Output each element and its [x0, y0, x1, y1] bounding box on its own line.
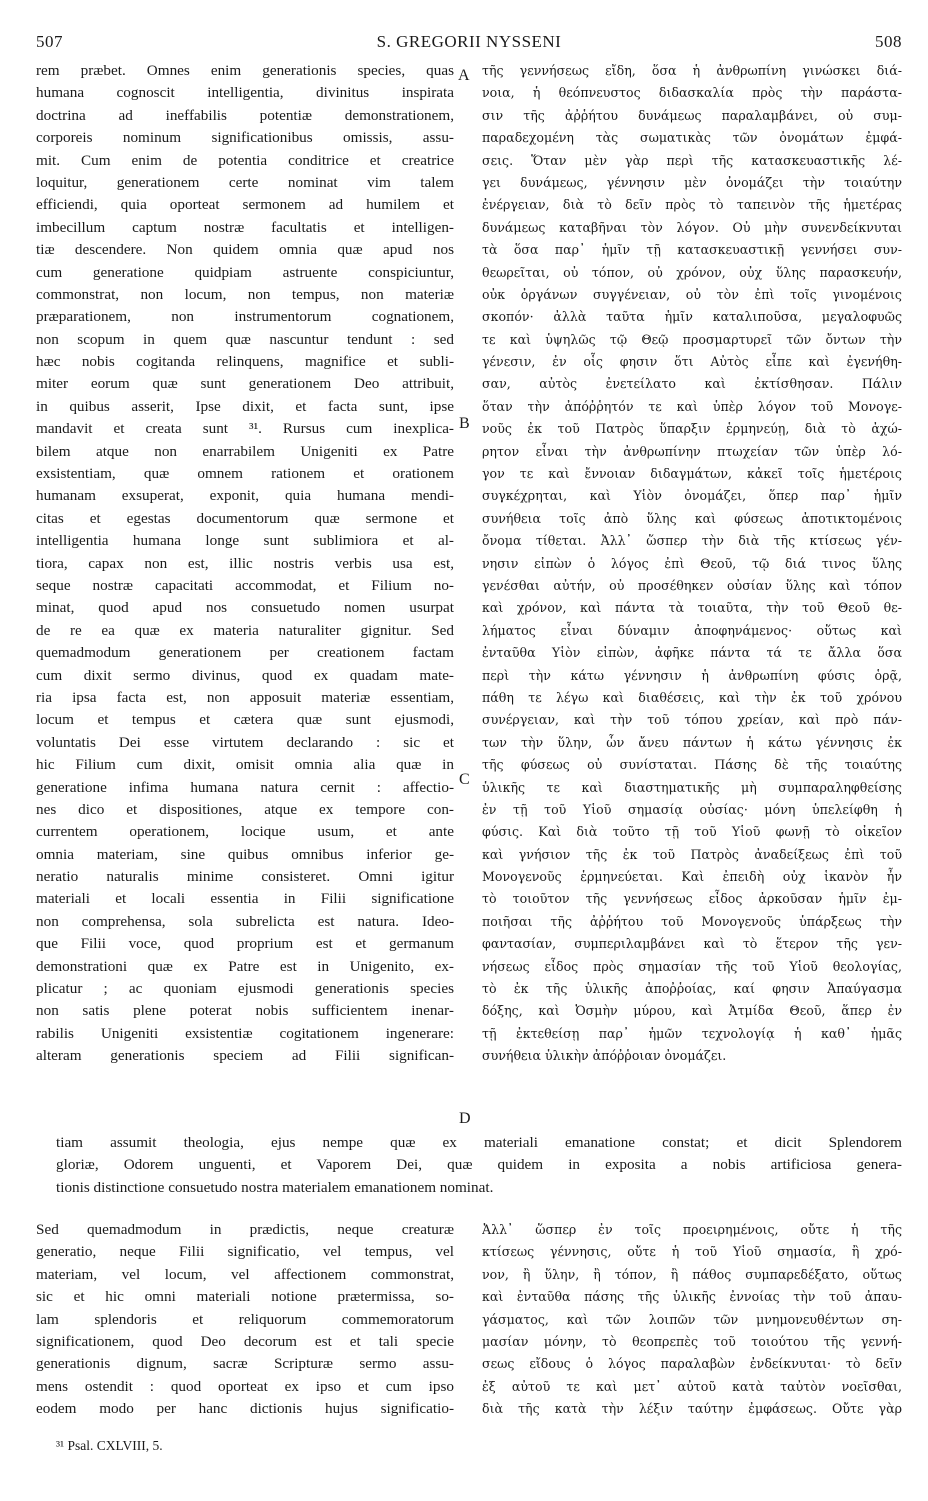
text-line: seque nostræ capacitati accommodat, et Filium no-	[36, 576, 454, 594]
text-line: hic Filium cum dixit, omisit omnia alia quæ in	[36, 756, 454, 774]
text-line: φύσις. Καὶ διὰ τοῦτο τῇ τοῦ Υἱοῦ φωνῇ τὸ οἰκεῖον	[482, 824, 902, 840]
text-line: νον, ἢ ὕλην, ἢ τόπον, ἢ πάθος συμπαρεδέξατο, οὕτως	[482, 1266, 902, 1282]
text-line: sic et hic omni materiali notione prætermissa, so-	[36, 1288, 454, 1306]
text-line: καὶ ἐνταῦθα πάσης τῆς ὑλικῆς ἐννοίας τὴν τοῦ ἀπαυ-	[482, 1289, 902, 1305]
page-number-right: 508	[875, 32, 902, 51]
text-line: neratio naturalis minime consisteret. Omni igitur	[36, 868, 454, 886]
text-line: ὅταν τὴν ἀπόῤῥητόν τε καὶ ὑπὲρ λόγον τοῦ Μονογε-	[482, 398, 902, 414]
text-line: intelligentia humana longe sunt sublimiora et al-	[36, 532, 454, 550]
text-line: eodem modo per hanc dictionis hujus significatio-	[36, 1400, 454, 1418]
text-line: σιν τῆς ἀῤῥήτου δυνάμεως παραλαμβάνει, οὐ συμ-	[482, 107, 902, 123]
text-line: θεωρεῖται, οὐ τόπον, οὐ χρόνον, οὐχ ὕλης παρασκευήν,	[482, 264, 902, 280]
text-line: δόξης, καὶ Ὀσμὴν μύρου, καὶ Ἀτμίδα Θεοῦ, ἅπερ ἐν	[482, 1003, 902, 1019]
text-line: παραδεχομένη τὰς σωματικὰς τῶν ὀνομάτων ἐμφά-	[482, 130, 902, 146]
text-line: δυνάμεως καταβῆναι τὸν λόγον. Οὐ μὴν συνενδείκνυται	[482, 219, 902, 235]
text-line: de re ea quæ ex materia naturaliter gignitur. Sed	[36, 621, 454, 639]
text-line: νοια, ἡ θεόπνευστος διδασκαλία πρὸς τὴν παράστα-	[482, 85, 902, 101]
text-line: locum et tempus et cætera quæ sunt ejusmodi,	[36, 711, 454, 729]
text-line: ρητον εἶναι τὴν ἀνθρωπίνην πτωχείαν τῶν ὑπὲρ λό-	[482, 443, 902, 459]
text-line: ἐνταῦθα Υἱὸν εἰπὼν, ἀφῆκε πάντα τά τε ἄλλα ὅσα	[482, 645, 902, 661]
text-line: loquitur, generationem certe nominat vim talem	[36, 173, 454, 191]
text-line: generationis dignum, sacræ Scripturæ sermo assu-	[36, 1355, 454, 1373]
text-line: mit. Cum enim de potentia conditrice et creatrice	[36, 151, 454, 169]
text-line: doctrina ad ineffabilis potentiæ demonstrationem,	[36, 106, 454, 124]
text-line: τῆς γεννήσεως εἴδη, ὅσα ἡ ἀνθρωπίνη γινώσκει διά-	[482, 63, 902, 78]
text-line: præparationem, non instrumentorum cognationem,	[36, 308, 454, 326]
text-line: γενέσθαι αὐτήν, οὐ προσέθηκεν οὐσίαν ὕλης καὶ τόπον	[482, 577, 902, 593]
text-line: mens ostendit : quod oporteat ex ipso et cum ipso	[36, 1377, 454, 1395]
text-line: ποιῆσαι τῆς ἀῤῥήτου τοῦ Μονογενοῦς ὑπάρξεως τὴν	[482, 913, 902, 929]
text-line: mandavit et creata sunt ³¹. Rursus cum inexplica-	[36, 420, 454, 438]
greek-column-second-paragraph	[482, 1219, 902, 1421]
text-line: cum dixit sermo divinus, quod ex quadam mate-	[36, 666, 454, 684]
text-line: ὄνομα τίθεται. Ἀλλ᾽ ὥσπερ τὴν διὰ τῆς κτίσεως γέν-	[482, 533, 902, 549]
text-line: plicatur ; ac quoniam ejusmodi generationis species	[36, 980, 454, 998]
text-line: currentem operationem, locique usum, et ante	[36, 823, 454, 841]
text-line: διὰ τῆς κατὰ τὴν λέξιν ταύτην ἐμφάσεως. Οὔτε γὰρ	[482, 1401, 902, 1417]
running-title: S. GREGORII NYSSENI	[376, 32, 562, 51]
text-line: πάθη τε λέγω καὶ διαθέσεις, καὶ τὴν ἐκ τοῦ χρόνου	[482, 689, 902, 705]
text-line: συνήθεια ὑλικὴν ἀπόῤῥοιαν ὀνομάζει.	[482, 1048, 727, 1064]
text-line: non satis plene poterat nobis sufficientem inenar-	[36, 1002, 454, 1020]
text-line: ἐν τῇ τοῦ Υἱοῦ σημασίᾳ οὐσίας· μόνη ὑπελείφθη ἡ	[482, 801, 902, 817]
text-line: γάσματος, καὶ τῶν λοιπῶν τῶν μνημονευθέντων ση-	[482, 1311, 902, 1327]
margin-marker-b: B	[459, 415, 470, 432]
text-line: generatione infima humana natura cernit : affectio-	[36, 778, 454, 796]
text-line: demonstrationi quæ ex Patre est in Unigenito, ex-	[36, 957, 454, 975]
latin-column-second-paragraph	[36, 1219, 454, 1421]
text-line: συνήθεια τοῖς ἀπὸ ὕλης καὶ φύσεως ἀποτικτομένοις	[482, 510, 902, 526]
text-line: λήματος εἶναι δύναμιν ἀποφηνάμενος· οὕτως καὶ	[482, 622, 902, 638]
text-line: οὐκ ὀργάνων συγγένειαν, οὐ τὸν ἐπὶ τοῖς γινομένοις	[482, 286, 902, 302]
text-line: corporeis nominum significationibus omissis, assu-	[36, 129, 454, 147]
text-line: non comprehensa, sola subrelicta est natura. Ideo-	[36, 912, 454, 930]
text-line: non scopum in quem quæ nascuntur tendunt : sed	[36, 330, 454, 348]
text-line: humana cognoscit intelligentia, divinitus inspirata	[36, 84, 454, 102]
text-line: imbecillum captum nostræ facultatis et intelligen-	[36, 218, 454, 236]
text-line: tionis distinctione consuetudo nostra materialem emanationem nominat.	[56, 1178, 494, 1196]
text-line: commonstrat, non locum, non tempus, non materiæ	[36, 285, 454, 303]
text-line: que Filii voce, quod proprium est et germanum	[36, 935, 454, 953]
text-line: νησιν εἰπὼν ὁ λόγος ἐπὶ Θεοῦ, τῷ διά τινος ὕλης	[482, 555, 902, 571]
text-line: efficiendi, quia oporteat sermonem ad humilem et	[36, 196, 454, 214]
text-line: citas et egestas documentorum quæ sermone et	[36, 509, 454, 527]
text-line: Sed quemadmodum in prædictis, neque creaturæ	[36, 1221, 454, 1238]
text-line: γον τε καὶ ἔννοιαν διδαγμάτων, κἀκεῖ τοῖς ἡμετέροις	[482, 466, 902, 482]
text-line: καὶ γνήσιον τῆς ἐκ τοῦ Πατρὸς ἀναδείξεως ἐπὶ τοῦ	[482, 846, 902, 862]
text-line: bilem atque non enarrabilem Unigeniti ex Patre	[36, 442, 454, 460]
latin-column	[36, 60, 454, 1068]
text-line: lam splendoris et reliquorum commemoratorum	[36, 1310, 454, 1328]
text-line: σεις. Ὅταν μὲν γὰρ περὶ τῆς κατασκευαστικῆς λέ-	[482, 152, 902, 168]
text-line: ἐνέργειαν, διὰ τὸ δεῖν πρὸς τὸ ταπεινὸν τῆς ἡμετέρας	[482, 197, 902, 213]
text-line: nes dico et dispositiones, atque ex tempore con-	[36, 800, 454, 818]
text-line: significationem, quod Deo decorum est et tali specie	[36, 1332, 454, 1350]
text-line: μασίαν μόνην, τὸ θεοπρεπὲς τοῦ τοιούτου τῆς γεννή-	[482, 1333, 902, 1349]
text-line: σαν, αὐτὸς ἐνετείλατο καὶ ἐκτίσθησαν. Πάλιν	[482, 376, 902, 392]
greek-column	[482, 60, 902, 1068]
text-line: τὰ ὅσα παρ᾽ ἡμῖν τῇ κατασκευαστικῇ γεννήσει συν-	[482, 242, 902, 258]
text-line: τὸ τοιοῦτον τῆς γεννήσεως εἶδος ἀρκοῦσαν ἡμῖν ἐμ-	[482, 891, 902, 907]
text-line: in quibus asserit, Ipse dixit, et facta sunt, ipse	[36, 397, 454, 415]
text-line: γένεσιν, ἐν οἷς φησιν ὅτι Αὐτὸς εἶπε καὶ ἐγενήθη-	[482, 354, 902, 370]
text-line: Ἀλλ᾽ ὥσπερ ἐν τοῖς προειρημένοις, οὔτε ἡ τῆς	[482, 1222, 902, 1237]
text-line: καὶ χρόνον, καὶ πάντα τὰ τοιαῦτα, τὴν τοῦ Θεοῦ θε-	[482, 600, 902, 616]
text-line: περὶ τὴν κάτω γέννησιν ἡ ἀνθρωπίνη φύσις ὁρᾷ,	[482, 667, 902, 683]
text-line: συνέργειαν, καὶ τὴν τοῦ τόπου χρείαν, καὶ πρὸ πάν-	[482, 712, 902, 728]
text-line: generatio, neque Filii significatio, vel tempus, vel	[36, 1243, 454, 1261]
text-line: σκοπόν· ἀλλὰ ταῦτα ἡμῖν καταλιποῦσα, μεγαλοφυῶς	[482, 309, 902, 325]
text-line: ἐξ αὐτοῦ τε καὶ μετ᾽ αὐτοῦ κατὰ ταὐτὸν νοεῖσθαι,	[482, 1378, 902, 1394]
margin-marker-c: C	[459, 771, 470, 788]
text-line: exsistentiam, quæ omnem rationem et orationem	[36, 465, 454, 483]
text-line: minat, quod apud nos consuetudo nomen usurpat	[36, 599, 454, 617]
text-line: tiæ descendere. Non quidem omnia quæ apud nos	[36, 241, 454, 259]
text-line: κτίσεως γέννησις, οὔτε ἡ τοῦ Υἱοῦ σημασία, ἢ χρό-	[482, 1244, 902, 1260]
text-line: humanam exsuperat, exponit, quia humana mendi-	[36, 487, 454, 505]
text-line: σεως εἴδους ὁ λόγος παραλαβὼν ἐνδείκνυται· τὸ δεῖν	[482, 1356, 902, 1372]
text-line: miter eorum quæ sunt generationem Deo attribuit,	[36, 375, 454, 393]
text-line: quemadmodum generationem per creationem factam	[36, 644, 454, 662]
text-line: hæc nobis cogitanda relinquens, magnifice et subli-	[36, 353, 454, 371]
text-line: materiali et locali essentia in Filii significatione	[36, 890, 454, 908]
text-line: νήσεως εἶδος πρὸς σημασίαν τῆς τοῦ Υἱοῦ θεολογίας,	[482, 958, 902, 974]
text-line: materiam, vel locum, vel affectionem commonstrat,	[36, 1265, 454, 1283]
footnote: ³¹ Psal. CXLVIII, 5.	[56, 1438, 163, 1453]
text-line: tiam assumit theologia, ejus nempe quæ ex materiali emanatione constat; et dicit Splendorem	[56, 1134, 902, 1151]
text-line: τῇ ἐκτεθείσῃ παρ᾽ ἡμῶν τεχνολογίᾳ ἡ καθ᾽ ἡμᾶς	[482, 1025, 902, 1041]
text-line: τὸ ἐκ τῆς ὑλικῆς ἀποῤῥοίας, καί φησιν Ἀπαύγασμα	[482, 981, 902, 997]
running-header	[36, 32, 902, 56]
page-number-left: 507	[36, 32, 63, 51]
text-line: Μονογενοῦς ἑρμηνεύεται. Καὶ ἐπειδὴ οὐχ ἱκανὸν ἦν	[482, 869, 902, 885]
text-line: voluntatis Dei esse virtutem declarando : sic et	[36, 733, 454, 751]
text-line: cum generatione quidpiam astruente conspiciuntur,	[36, 263, 454, 281]
text-line: omnia materiam, sine quibus omnibus inferior ge-	[36, 845, 454, 863]
text-line: νοῦς ἐκ τοῦ Πατρὸς ὕπαρξιν ἑρμηνεύῃ, διὰ τὸ ἀχώ-	[482, 421, 902, 437]
text-line: tiora, capax non est, illic nostris verbis usa est,	[36, 554, 454, 572]
text-line: rem præbet. Omnes enim generationis species, quas	[36, 62, 454, 79]
text-line: gloriæ, Odorem unguenti, et Vaporem Dei, quæ quidem in exposita a nobis artificiosa genera-	[56, 1156, 902, 1174]
text-line: ria ipsa facta est, non apposuit materiæ essentiam,	[36, 688, 454, 706]
margin-marker-a: A	[458, 67, 470, 84]
text-line: rabilis Unigeniti exsistentiæ cogitationem ingenerare:	[36, 1024, 454, 1042]
text-line: συγκέχρηται, καὶ Υἱὸν ὀνομάζει, ὅπερ παρ᾽ ἡμῖν	[482, 488, 902, 504]
full-width-continuation	[56, 1132, 902, 1199]
text-line: φαντασίαν, συμπεριλαμβάνει καὶ τὸ ἕτερον τῆς γεν-	[482, 936, 902, 952]
text-line: τε καὶ ὑψηλῶς τῷ Θεῷ προσμαρτυρεῖ τῶν ὄντων τὴν	[482, 331, 902, 347]
margin-marker-d: D	[459, 1110, 471, 1127]
text-line: των τὴν ὕλην, ὧν ἄνευ πάντων ἡ κάτω γέννησις ἐκ	[482, 734, 902, 750]
text-line: alteram generationis speciem ad Filii significan-	[36, 1047, 454, 1065]
text-line: ὑλικῆς τε καὶ διαστηματικῆς μὴ συμπαραληφθείσης	[482, 779, 902, 795]
text-line: τῆς φύσεως οὐ συνίσταται. Πάσης δὲ τῆς τοιαύτης	[482, 757, 902, 773]
text-line: γει δυνάμεως, γέννησιν μὲν ὀνομάζει τὴν τοιαύτην	[482, 174, 902, 190]
